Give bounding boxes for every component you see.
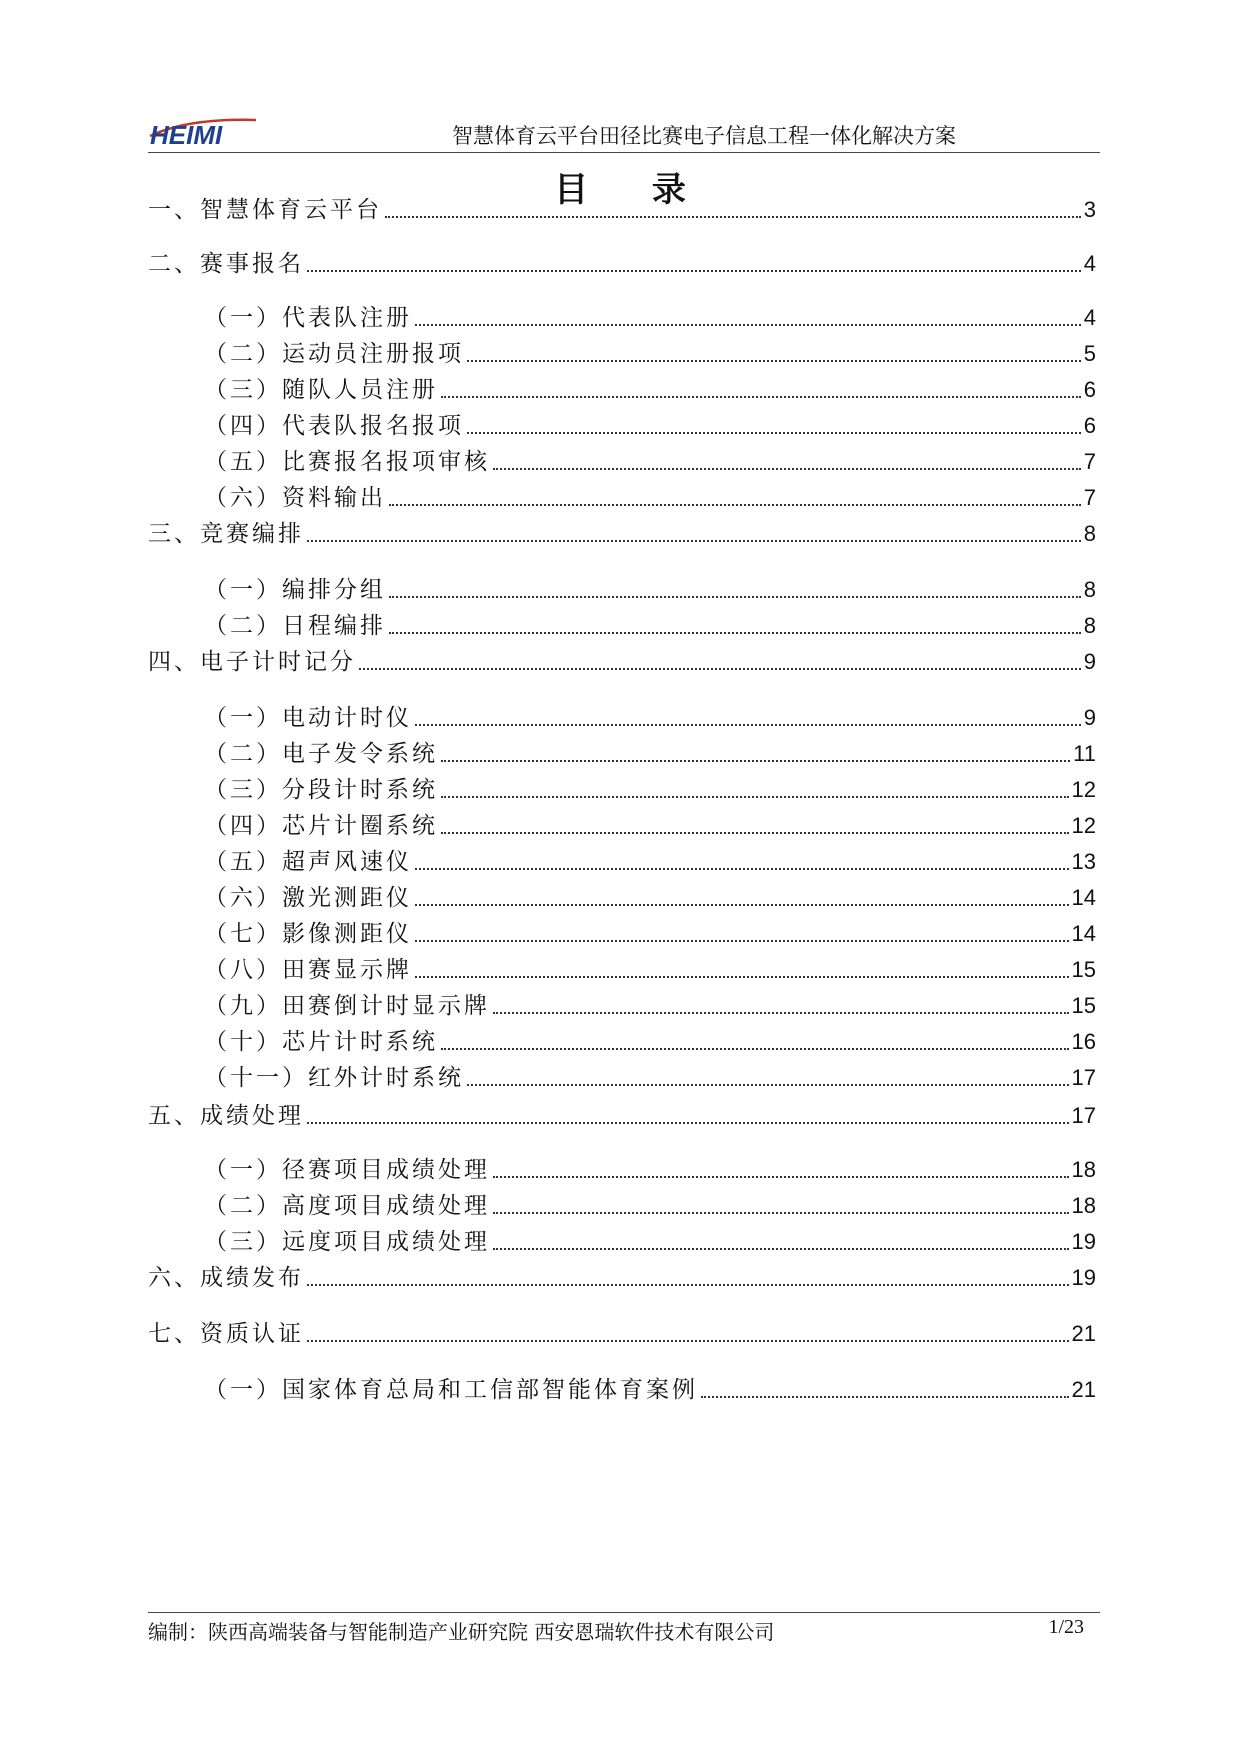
- toc-entry[interactable]: [204, 698, 1096, 732]
- toc-entry[interactable]: [148, 190, 1096, 224]
- toc-entry-page: 15: [1071, 957, 1096, 982]
- toc-entry-page: 12: [1071, 813, 1096, 838]
- toc-leader-dots: [415, 324, 1081, 326]
- toc-entry-page: 17: [1071, 1103, 1096, 1128]
- toc-leader-dots: [359, 668, 1081, 670]
- toc-entry[interactable]: [148, 642, 1096, 676]
- toc-entry-page: 7: [1083, 449, 1096, 474]
- page-footer: [148, 1616, 1100, 1646]
- toc-entry-label: （八）田赛显示牌: [204, 957, 412, 983]
- toc-leader-dots: [415, 724, 1081, 726]
- toc-entry-label: （十一）红外计时系统: [204, 1065, 464, 1091]
- toc-entry-label: （三）随队人员注册: [204, 377, 438, 403]
- toc-leader-dots: [493, 1012, 1069, 1014]
- toc-leader-dots: [415, 868, 1069, 870]
- toc-entry[interactable]: [148, 1096, 1096, 1130]
- toc-entry-label: （六）激光测距仪: [204, 885, 412, 911]
- toc-leader-dots: [441, 796, 1069, 798]
- toc-entry[interactable]: [204, 770, 1096, 804]
- toc-entry-page: 14: [1071, 885, 1096, 910]
- toc-entry-page: 8: [1083, 521, 1096, 546]
- toc-leader-dots: [307, 1284, 1069, 1286]
- toc-leader-dots: [389, 632, 1081, 634]
- toc-entry[interactable]: [204, 950, 1096, 984]
- toc-entry-page: 3: [1083, 197, 1096, 222]
- toc-entry-label: （一）径赛项目成绩处理: [204, 1157, 490, 1183]
- toc-entry-page: 5: [1083, 341, 1096, 366]
- toc-entry[interactable]: [204, 842, 1096, 876]
- toc-entry[interactable]: [148, 514, 1096, 548]
- toc-entry-label: 一、智慧体育云平台: [148, 197, 382, 223]
- toc-entry[interactable]: [204, 986, 1096, 1020]
- toc-entry[interactable]: [204, 1150, 1096, 1184]
- toc-leader-dots: [467, 432, 1081, 434]
- toc-entry[interactable]: [204, 406, 1096, 440]
- toc-entry[interactable]: [204, 606, 1096, 640]
- toc-leader-dots: [415, 976, 1069, 978]
- toc-leader-dots: [441, 832, 1069, 834]
- toc-entry-page: 4: [1083, 251, 1096, 276]
- toc-entry[interactable]: [204, 1370, 1096, 1404]
- header-divider: [148, 152, 1100, 153]
- footer-divider: [148, 1612, 1100, 1613]
- toc-entry-page: 8: [1083, 577, 1096, 602]
- toc-entry[interactable]: [204, 570, 1096, 604]
- page-header: [148, 112, 1100, 152]
- page-number: 1/23: [1048, 1616, 1084, 1638]
- toc-entry[interactable]: [204, 442, 1096, 476]
- document-title: 智慧体育云平台田径比赛电子信息工程一体化解决方案: [452, 124, 956, 148]
- toc-leader-dots: [385, 216, 1081, 218]
- toc-entry-page: 13: [1071, 849, 1096, 874]
- toc-entry[interactable]: [204, 1222, 1096, 1256]
- toc-entry-page: 4: [1083, 305, 1096, 330]
- toc-entry-label: （三）分段计时系统: [204, 777, 438, 803]
- toc-entry[interactable]: [204, 334, 1096, 368]
- toc-leader-dots: [389, 596, 1081, 598]
- toc-leader-dots: [441, 760, 1070, 762]
- toc-leader-dots: [467, 1084, 1069, 1086]
- toc-entry-label: （六）资料输出: [204, 485, 386, 511]
- toc-entry[interactable]: [204, 298, 1096, 332]
- toc-entry-page: 19: [1071, 1265, 1096, 1290]
- toc-entry[interactable]: [204, 878, 1096, 912]
- toc-entry-page: 11: [1073, 741, 1096, 766]
- toc-entry-label: 二、赛事报名: [148, 251, 304, 277]
- toc-entry-page: 14: [1071, 921, 1096, 946]
- toc-entry-label: （二）高度项目成绩处理: [204, 1193, 490, 1219]
- toc-entry[interactable]: [148, 1258, 1096, 1292]
- toc-leader-dots: [441, 396, 1081, 398]
- toc-leader-dots: [493, 1176, 1069, 1178]
- toc-entry-page: 18: [1071, 1157, 1096, 1182]
- toc-leader-dots: [441, 1048, 1069, 1050]
- toc-entry[interactable]: [148, 244, 1096, 278]
- toc-leader-dots: [701, 1396, 1069, 1398]
- toc-entry-label: （二）日程编排: [204, 613, 386, 639]
- toc-leader-dots: [307, 1122, 1069, 1124]
- toc-entry-label: （二）电子发令系统: [204, 741, 438, 767]
- toc-leader-dots: [389, 504, 1081, 506]
- toc-entry-page: 16: [1071, 1029, 1096, 1054]
- toc-leader-dots: [307, 540, 1081, 542]
- toc-leader-dots: [493, 1248, 1069, 1250]
- toc-entry-page: 21: [1071, 1321, 1096, 1346]
- toc-entry[interactable]: [204, 1022, 1096, 1056]
- toc-entry-label: （九）田赛倒计时显示牌: [204, 993, 490, 1019]
- toc-entry-label: （七）影像测距仪: [204, 921, 412, 947]
- toc-entry-page: 12: [1071, 777, 1096, 802]
- toc-entry-label: 六、成绩发布: [148, 1265, 304, 1291]
- toc-entry-page: 15: [1071, 993, 1096, 1018]
- toc-leader-dots: [415, 904, 1069, 906]
- toc-entry-label: （一）国家体育总局和工信部智能体育案例: [204, 1377, 698, 1403]
- toc-entry-label: 四、电子计时记分: [148, 649, 356, 675]
- toc-entry-page: 7: [1083, 485, 1096, 510]
- toc-entry[interactable]: [204, 806, 1096, 840]
- toc-entry-label: 三、竞赛编排: [148, 521, 304, 547]
- footer-editor: 编制：陕西高端装备与智能制造产业研究院 西安恩瑞软件技术有限公司: [148, 1620, 775, 1644]
- toc-entry-page: 8: [1083, 613, 1096, 638]
- toc-leader-dots: [307, 270, 1081, 272]
- toc-entry-page: 19: [1071, 1229, 1096, 1254]
- toc-entry[interactable]: [204, 478, 1096, 512]
- toc-entry[interactable]: [204, 370, 1096, 404]
- toc-entry-label: （四）芯片计圈系统: [204, 813, 438, 839]
- toc-leader-dots: [467, 360, 1081, 362]
- toc-entry-label: （一）电动计时仪: [204, 705, 412, 731]
- toc-entry-label: （十）芯片计时系统: [204, 1029, 438, 1055]
- toc-entry-label: 七、资质认证: [148, 1321, 304, 1347]
- toc-entry-label: （二）运动员注册报项: [204, 341, 464, 367]
- toc-entry-page: 6: [1083, 377, 1096, 402]
- toc-leader-dots: [493, 468, 1081, 470]
- toc-entry-label: （一）编排分组: [204, 577, 386, 603]
- toc-entry-page: 9: [1083, 705, 1096, 730]
- toc-entry-page: 9: [1083, 649, 1096, 674]
- toc-entry-page: 21: [1071, 1377, 1096, 1402]
- toc-entry[interactable]: [204, 734, 1096, 768]
- toc-entry-page: 17: [1071, 1065, 1096, 1090]
- toc-heading: 目 录: [554, 170, 712, 210]
- svg-text:HEIMI: HEIMI: [150, 120, 223, 148]
- toc-entry[interactable]: [204, 1058, 1096, 1092]
- toc-entry-label: （五）比赛报名报项审核: [204, 449, 490, 475]
- toc-entry[interactable]: [148, 1314, 1096, 1348]
- toc-entry-label: 五、成绩处理: [148, 1103, 304, 1129]
- toc-leader-dots: [307, 1340, 1069, 1342]
- heimi-logo: [148, 114, 258, 148]
- toc-entry-label: （三）远度项目成绩处理: [204, 1229, 490, 1255]
- toc-entry[interactable]: [204, 1186, 1096, 1220]
- toc-entry-page: 18: [1071, 1193, 1096, 1218]
- toc-entry-page: 6: [1083, 413, 1096, 438]
- toc-entry-label: （五）超声风速仪: [204, 849, 412, 875]
- toc-leader-dots: [493, 1212, 1069, 1214]
- toc-entry-label: （四）代表队报名报项: [204, 413, 464, 439]
- toc-entry-label: （一）代表队注册: [204, 305, 412, 331]
- toc-leader-dots: [415, 940, 1069, 942]
- toc-entry[interactable]: [204, 914, 1096, 948]
